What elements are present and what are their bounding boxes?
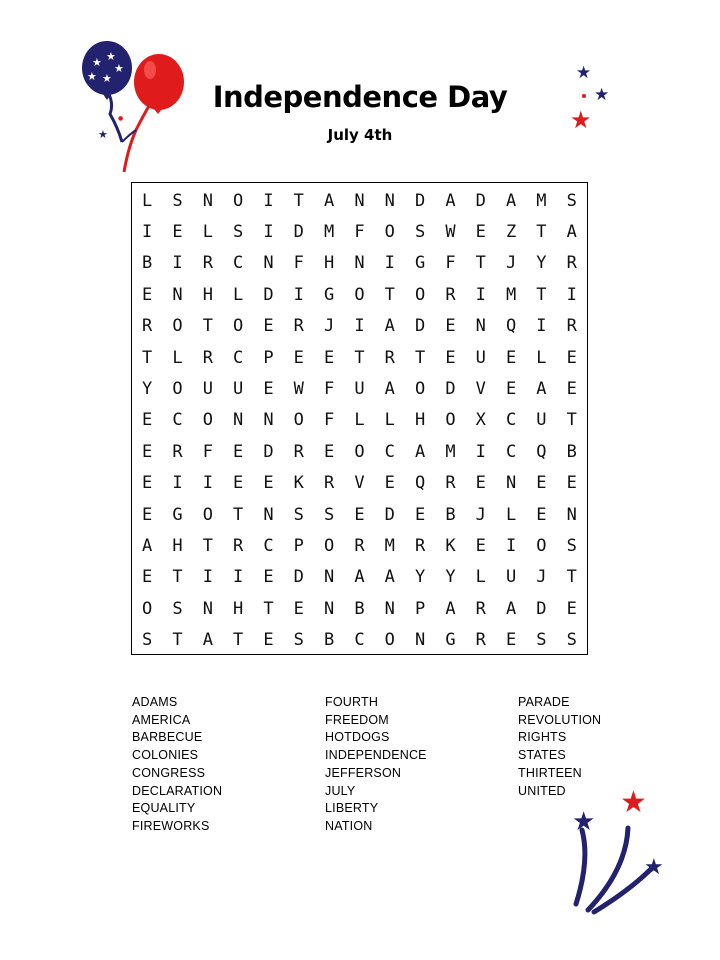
grid-cell: L xyxy=(354,410,365,431)
grid-cell: W xyxy=(445,222,456,243)
grid-cell: I xyxy=(536,316,547,337)
grid-cell: D xyxy=(475,190,486,211)
grid-cell: H xyxy=(414,410,426,431)
grid-cell: E xyxy=(293,347,304,368)
grid-row xyxy=(132,185,587,216)
grid-cell: E xyxy=(142,473,153,494)
grid-cell: R xyxy=(445,284,456,305)
grid-cell: X xyxy=(475,410,486,431)
grid-cell: L xyxy=(475,567,486,588)
grid-cell: K xyxy=(293,473,304,494)
grid-cell: A xyxy=(354,567,365,588)
grid-cell: R xyxy=(475,630,486,651)
grid-cell: L xyxy=(384,410,395,431)
grid-cell: N xyxy=(324,567,335,588)
grid-cell: G xyxy=(172,504,183,525)
grid-cell: S xyxy=(566,630,577,651)
grid-cell: N xyxy=(354,253,365,274)
grid-cell: Q xyxy=(414,473,426,494)
grid-cell: C xyxy=(172,410,183,431)
grid-cell: O xyxy=(354,441,365,462)
grid-cell: F xyxy=(324,410,335,431)
grid-cell: R xyxy=(293,316,304,337)
fireworks-icon xyxy=(560,780,672,920)
grid-cell: E xyxy=(142,567,153,588)
grid-cell: T xyxy=(475,253,486,274)
grid-cell: O xyxy=(202,410,213,431)
grid-cell: S xyxy=(536,630,547,651)
grid-cell: E xyxy=(445,316,456,337)
grid-cell: L xyxy=(172,347,183,368)
grid-cell: A xyxy=(384,567,395,588)
grid-cell: C xyxy=(233,253,244,274)
grid-cell: T xyxy=(142,347,153,368)
grid-cell: E xyxy=(324,347,335,368)
grid-cell: E xyxy=(263,316,274,337)
grid-cell: U xyxy=(354,379,365,400)
grid-row xyxy=(132,436,587,467)
svg-text:★: ★ xyxy=(594,85,610,105)
grid-cell: E xyxy=(142,410,153,431)
grid-cell: N xyxy=(172,284,183,305)
word-list-item: CONGRESS xyxy=(132,765,206,780)
grid-row xyxy=(132,311,587,342)
grid-cell: R xyxy=(142,316,153,337)
grid-cell: O xyxy=(202,504,213,525)
grid-cell: N xyxy=(475,316,486,337)
word-list-item: UNITED xyxy=(518,783,566,798)
grid-cell: A xyxy=(505,190,517,211)
grid-cell: G xyxy=(414,253,426,274)
svg-text:★: ★ xyxy=(114,62,124,75)
grid-row xyxy=(132,530,587,561)
word-list-item: FIREWORKS xyxy=(132,818,210,833)
grid-cell: U xyxy=(233,379,244,400)
grid-cell: F xyxy=(293,253,304,274)
grid-cell: C xyxy=(384,441,395,462)
grid-cell: S xyxy=(566,190,577,211)
grid-cell: A xyxy=(414,441,426,462)
grid-cell: N xyxy=(566,504,577,525)
grid-cell: D xyxy=(293,222,304,243)
svg-text:★: ★ xyxy=(106,50,116,63)
grid-cell: E xyxy=(445,347,456,368)
grid-cell: F xyxy=(354,222,365,243)
grid-row xyxy=(132,405,587,436)
grid-cell: N xyxy=(384,598,395,619)
grid-cell: R xyxy=(354,535,365,556)
grid-cell: I xyxy=(172,473,183,494)
grid-cell: H xyxy=(172,535,183,556)
word-list-item: JULY xyxy=(325,783,356,798)
grid-cell: M xyxy=(384,535,395,556)
grid-cell: I xyxy=(263,190,274,211)
grid-cell: G xyxy=(324,284,335,305)
grid-cell: E xyxy=(142,284,153,305)
grid-cell: H xyxy=(202,284,213,305)
grid-cell: Z xyxy=(505,222,517,243)
word-list-item: ADAMS xyxy=(132,695,178,709)
grid-cell: T xyxy=(233,630,244,651)
word-list-item: LIBERTY xyxy=(325,801,379,816)
grid-cell: N xyxy=(263,410,274,431)
grid-cell: R xyxy=(445,473,456,494)
grid-cell: A xyxy=(445,190,456,211)
word-list-item: EQUALITY xyxy=(132,801,196,816)
svg-text:★: ★ xyxy=(570,106,592,134)
word-list-item: DECLARATION xyxy=(132,783,223,798)
grid-cell: O xyxy=(384,222,395,243)
svg-text:★: ★ xyxy=(572,807,596,837)
word-list-column-1 xyxy=(132,694,222,836)
grid-cell: O xyxy=(384,630,395,651)
grid-cell: N xyxy=(414,630,426,651)
grid-cell: W xyxy=(293,379,304,400)
grid-cell: I xyxy=(172,253,183,274)
grid-cell: I xyxy=(202,567,213,588)
grid-cell: E xyxy=(566,379,577,400)
grid-cell: D xyxy=(414,316,426,337)
grid-cell: T xyxy=(566,567,577,588)
grid-cell: R xyxy=(172,441,183,462)
svg-text:★: ★ xyxy=(644,855,664,880)
grid-cell: I xyxy=(202,473,213,494)
grid-cell: A xyxy=(505,598,517,619)
grid-row xyxy=(132,562,587,593)
grid-cell: R xyxy=(324,473,335,494)
grid-cell: I xyxy=(505,535,517,556)
grid-cell: S xyxy=(324,504,335,525)
grid-cell: R xyxy=(293,441,304,462)
grid-cell: V xyxy=(475,379,486,400)
svg-text:★: ★ xyxy=(98,128,108,141)
grid-cell: B xyxy=(354,598,365,619)
grid-cell: O xyxy=(414,284,426,305)
grid-cell: T xyxy=(354,347,365,368)
grid-cell: R xyxy=(566,253,577,274)
grid-cell: E xyxy=(263,567,274,588)
grid-cell: L xyxy=(536,347,547,368)
grid-cell: E xyxy=(505,347,517,368)
grid-cell: S xyxy=(414,222,426,243)
grid-cell: E xyxy=(566,598,577,619)
grid-cell: E xyxy=(263,379,274,400)
grid-cell: T xyxy=(566,410,577,431)
page-subtitle: July 4th xyxy=(327,126,393,144)
grid-cell: C xyxy=(505,410,517,431)
grid-cell: P xyxy=(414,598,426,619)
grid-cell: A xyxy=(566,222,577,243)
word-list-item: PARADE xyxy=(518,695,570,709)
grid-cell: T xyxy=(233,504,244,525)
grid-cell: C xyxy=(233,347,244,368)
grid-row xyxy=(132,342,587,373)
grid-cell: I xyxy=(475,284,486,305)
grid-row xyxy=(132,373,587,404)
word-list-item: THIRTEEN xyxy=(518,765,582,780)
grid-cell: E xyxy=(475,222,486,243)
svg-text:★: ★ xyxy=(576,63,592,83)
grid-cell: B xyxy=(566,441,577,462)
grid-row xyxy=(132,248,587,279)
grid-cell: B xyxy=(142,253,153,274)
grid-cell: H xyxy=(233,598,244,619)
word-search-grid xyxy=(131,182,588,655)
word-list-item: AMERICA xyxy=(132,712,191,727)
grid-cell: A xyxy=(324,190,335,211)
grid-cell: M xyxy=(536,190,547,211)
grid-cell: I xyxy=(263,222,274,243)
word-list-item: HOTDOGS xyxy=(325,730,390,745)
grid-cell: O xyxy=(233,190,244,211)
grid-cell: O xyxy=(233,316,244,337)
grid-cell: N xyxy=(505,473,517,494)
word-list-item: REVOLUTION xyxy=(518,712,602,727)
grid-cell: E xyxy=(172,222,183,243)
grid-cell: A xyxy=(384,316,395,337)
grid-cell: R xyxy=(202,253,213,274)
grid-cell: E xyxy=(324,441,335,462)
grid-cell: N xyxy=(263,504,274,525)
grid-cell: I xyxy=(566,284,577,305)
grid-cell: S xyxy=(233,222,244,243)
grid-cell: E xyxy=(233,473,244,494)
grid-cell: T xyxy=(172,630,183,651)
grid-cell: R xyxy=(233,535,244,556)
grid-cell: N xyxy=(202,598,213,619)
grid-cell: A xyxy=(384,379,395,400)
grid-cell: S xyxy=(566,535,577,556)
grid-cell: O xyxy=(324,535,335,556)
grid-cell: P xyxy=(293,535,304,556)
grid-cell: D xyxy=(384,504,395,525)
grid-cell: D xyxy=(536,598,547,619)
grid-cell: N xyxy=(354,190,365,211)
grid-cell: O xyxy=(445,410,456,431)
svg-text:★: ★ xyxy=(92,56,102,69)
grid-cell: L xyxy=(233,284,244,305)
grid-cell: E xyxy=(475,535,486,556)
grid-cell: T xyxy=(202,316,213,337)
grid-cell: I xyxy=(233,567,244,588)
grid-cell: H xyxy=(324,253,335,274)
grid-cell: E xyxy=(354,504,365,525)
grid-cell: A xyxy=(202,630,213,651)
grid-cell: Y xyxy=(536,253,547,274)
grid-cell: G xyxy=(445,630,456,651)
grid-row xyxy=(132,216,587,247)
grid-cell: Y xyxy=(142,379,153,400)
grid-cell: S xyxy=(293,630,304,651)
grid-row xyxy=(132,468,587,499)
grid-cell: E xyxy=(384,473,395,494)
grid-cell: E xyxy=(566,473,577,494)
grid-cell: Q xyxy=(505,316,517,337)
grid-cell: N xyxy=(233,410,244,431)
grid-cell: J xyxy=(536,567,547,588)
grid-cell: T xyxy=(202,535,213,556)
grid-cell: T xyxy=(172,567,183,588)
grid-cell: J xyxy=(475,504,486,525)
word-list-item: FOURTH xyxy=(325,695,379,709)
grid-cell: T xyxy=(293,190,304,211)
grid-cell: N xyxy=(202,190,213,211)
grid-cell: R xyxy=(475,598,486,619)
word-list-item: BARBECUE xyxy=(132,730,203,745)
grid-cell: O xyxy=(414,379,426,400)
grid-cell: J xyxy=(324,316,335,337)
word-list-item: STATES xyxy=(518,748,566,763)
grid-cell: E xyxy=(566,347,577,368)
grid-cell: I xyxy=(293,284,304,305)
grid-cell: U xyxy=(536,410,547,431)
grid-cell: C xyxy=(354,630,365,651)
grid-row xyxy=(132,499,587,530)
grid-cell: E xyxy=(142,441,153,462)
grid-cell: E xyxy=(233,441,244,462)
grid-cell: N xyxy=(263,253,274,274)
grid-cell: U xyxy=(475,347,486,368)
svg-text:★: ★ xyxy=(620,785,647,820)
page-title: Independence Day xyxy=(212,80,508,114)
grid-row xyxy=(132,593,587,624)
grid-cell: C xyxy=(263,535,274,556)
grid-cell: E xyxy=(505,379,517,400)
grid-cell: M xyxy=(445,441,456,462)
grid-cell: E xyxy=(475,473,486,494)
grid-cell: A xyxy=(142,535,153,556)
grid-cell: O xyxy=(142,598,153,619)
grid-cell: I xyxy=(384,253,395,274)
grid-cell: L xyxy=(142,190,153,211)
grid-cell: V xyxy=(354,473,365,494)
grid-cell: E xyxy=(505,630,517,651)
grid-row xyxy=(132,624,587,655)
grid-cell: J xyxy=(505,253,517,274)
grid-cell: U xyxy=(505,567,517,588)
grid-cell: M xyxy=(505,284,517,305)
grid-cell: F xyxy=(202,441,213,462)
grid-cell: A xyxy=(536,379,547,400)
grid-cell: T xyxy=(414,347,426,368)
grid-cell: F xyxy=(445,253,456,274)
grid-cell: L xyxy=(505,504,517,525)
grid-row xyxy=(132,279,587,310)
grid-cell: R xyxy=(566,316,577,337)
grid-cell: N xyxy=(324,598,335,619)
grid-cell: Y xyxy=(445,567,456,588)
word-list-item: NATION xyxy=(325,818,373,833)
grid-cell: S xyxy=(142,630,153,651)
grid-cell: D xyxy=(414,190,426,211)
grid-cell: C xyxy=(505,441,517,462)
grid-cell: E xyxy=(414,504,426,525)
grid-cell: O xyxy=(172,379,183,400)
grid-cell: Q xyxy=(536,441,547,462)
grid-cell: D xyxy=(293,567,304,588)
grid-cell: E xyxy=(536,473,547,494)
grid-cell: B xyxy=(324,630,335,651)
svg-text:★: ★ xyxy=(87,70,97,83)
grid-cell: T xyxy=(536,222,547,243)
svg-text:★: ★ xyxy=(102,72,112,85)
word-list-item: INDEPENDENCE xyxy=(325,748,427,763)
grid-cell: I xyxy=(354,316,365,337)
grid-cell: I xyxy=(475,441,486,462)
grid-cell: O xyxy=(172,316,183,337)
word-list-item: FREEDOM xyxy=(325,712,389,727)
grid-cell: I xyxy=(142,222,153,243)
grid-cell: R xyxy=(202,347,213,368)
grid-cell: R xyxy=(414,535,426,556)
word-list-item: JEFFERSON xyxy=(325,765,402,780)
grid-cell: D xyxy=(263,284,274,305)
grid-cell: D xyxy=(445,379,456,400)
grid-cell: F xyxy=(324,379,335,400)
word-list-item: COLONIES xyxy=(132,748,199,763)
word-list-item: RIGHTS xyxy=(518,730,567,745)
grid-cell: E xyxy=(263,630,274,651)
grid-cell: S xyxy=(293,504,304,525)
grid-cell: M xyxy=(324,222,335,243)
grid-cell: Y xyxy=(414,567,426,588)
grid-cell: U xyxy=(202,379,213,400)
grid-cell: E xyxy=(142,504,153,525)
grid-cell: R xyxy=(384,347,395,368)
grid-cell: S xyxy=(172,190,183,211)
word-list-column-2 xyxy=(325,694,427,836)
grid-cell: E xyxy=(293,598,304,619)
grid-cell: T xyxy=(536,284,547,305)
svg-text:●: ● xyxy=(118,115,124,122)
grid-cell: E xyxy=(536,504,547,525)
grid-cell: O xyxy=(536,535,547,556)
grid-cell: O xyxy=(354,284,365,305)
grid-cell: P xyxy=(263,347,274,368)
grid-cell: T xyxy=(263,598,274,619)
grid-cell: L xyxy=(202,222,213,243)
grid-cell: O xyxy=(293,410,304,431)
grid-cell: N xyxy=(384,190,395,211)
grid-cell: K xyxy=(445,535,456,556)
grid-cell: S xyxy=(172,598,183,619)
grid-cell: E xyxy=(263,473,274,494)
grid-cell: A xyxy=(445,598,456,619)
grid-cell: D xyxy=(263,441,274,462)
grid-cell: T xyxy=(384,284,395,305)
grid-cell: B xyxy=(445,504,456,525)
